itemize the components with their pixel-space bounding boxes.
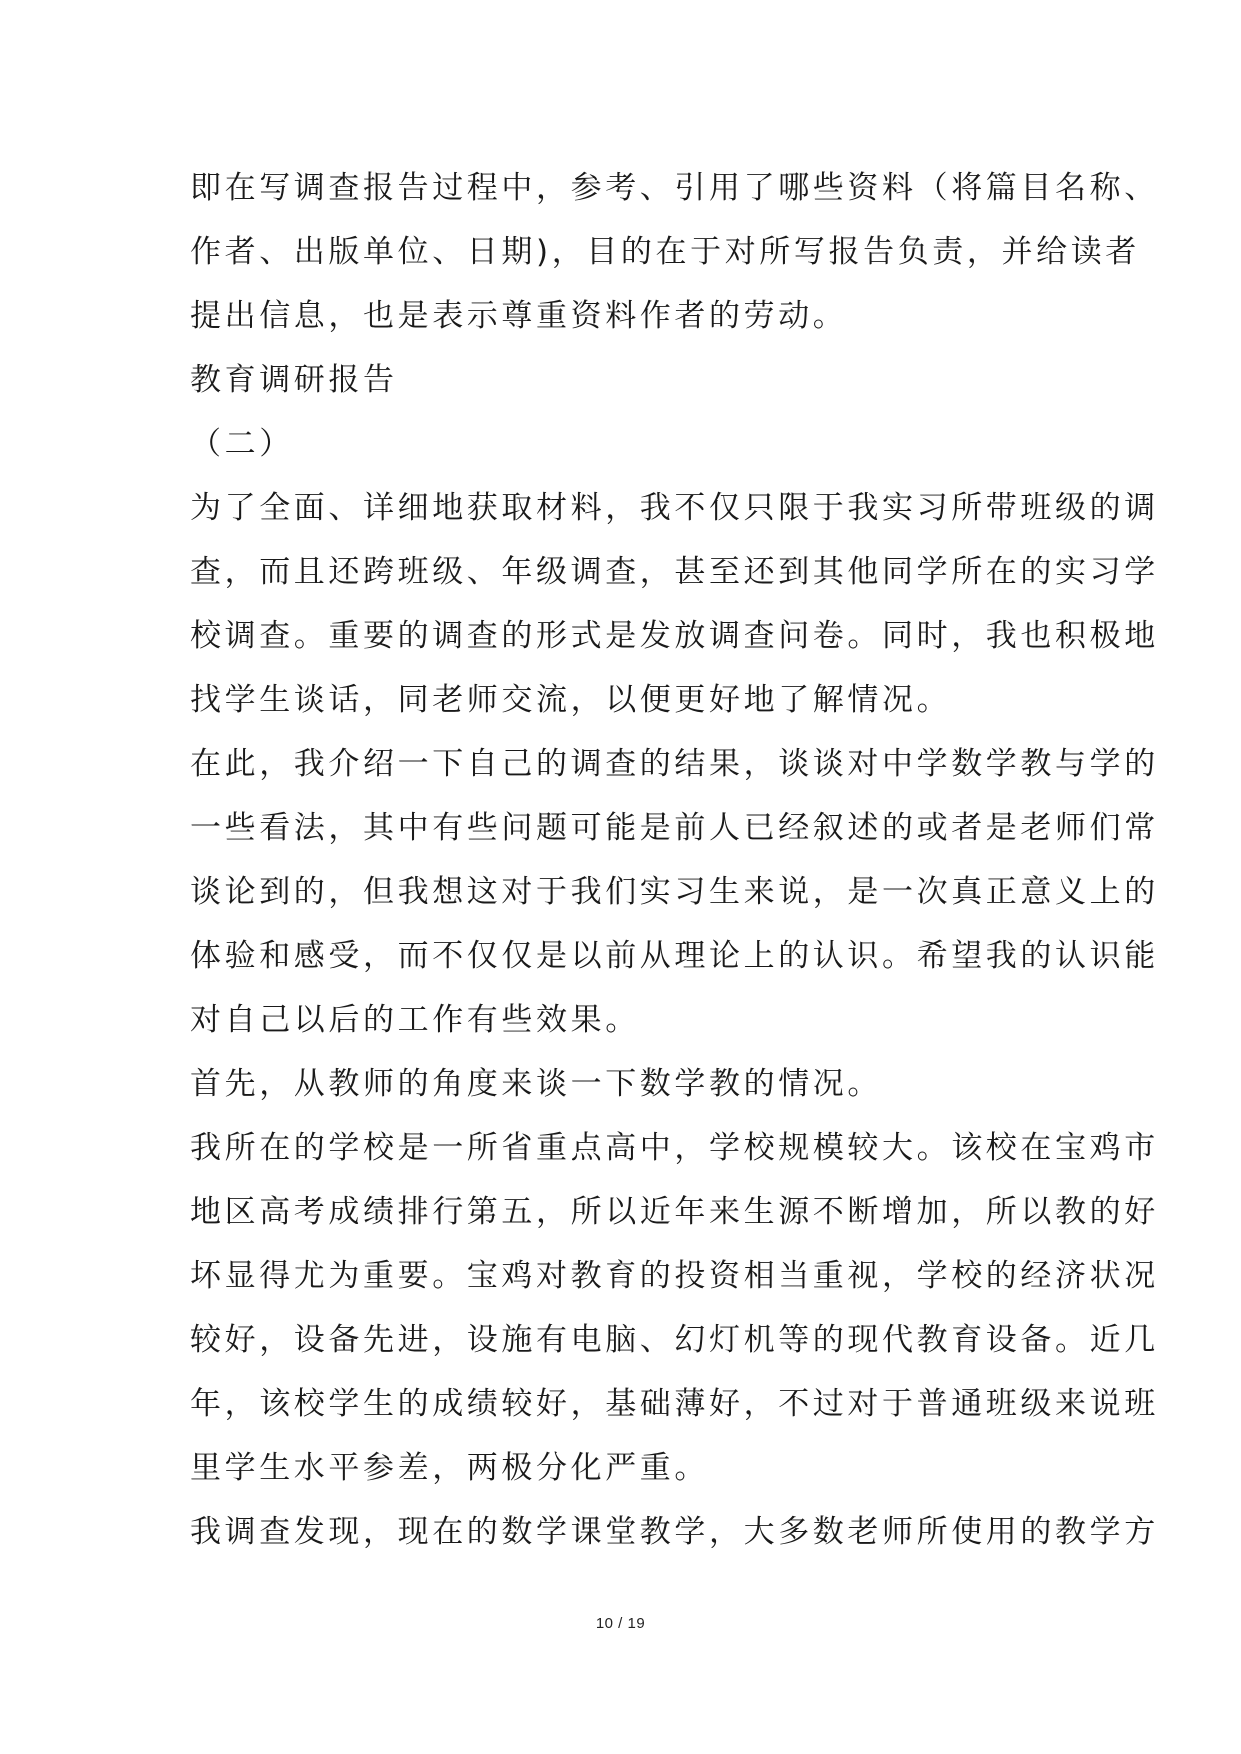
text-line: 谈论到的，但我想这对于我们实习生来说，是一次真正意义上的 [190,874,1159,910]
document-body [190,156,1159,1564]
text-line: 坏显得尤为重要。宝鸡对教育的投资相当重视，学校的经济状况 [190,1258,1159,1294]
section-heading: 教育调研报告 [190,362,398,398]
text-line: 一些看法，其中有些问题可能是前人已经叙述的或者是老师们常 [190,810,1159,846]
text-line: 里学生水平参差，两极分化严重。 [190,1450,709,1486]
text-line: 即在写调查报告过程中，参考、引用了哪些资料（将篇目名称、 [190,170,1159,206]
text-line: 校调查。重要的调查的形式是发放调查问卷。同时，我也积极地 [190,618,1159,654]
text-line: 地区高考成绩排行第五，所以近年来生源不断增加，所以教的好 [190,1194,1159,1230]
section-number: （二） [190,426,294,462]
text-line: 首先，从教师的角度来谈一下数学教的情况。 [190,1066,882,1102]
text-line: 我所在的学校是一所省重点高中，学校规模较大。该校在宝鸡市 [190,1130,1159,1166]
text-line: 体验和感受，而不仅仅是以前从理论上的认识。希望我的认识能 [190,938,1159,974]
text-line: 较好，设备先进，设施有电脑、幻灯机等的现代教育设备。近几 [190,1322,1159,1358]
text-line: 对自己以后的工作有些效果。 [190,1002,640,1038]
page-number: 10 / 19 [595,1615,646,1632]
text-line: 提出信息，也是表示尊重资料作者的劳动。 [190,298,848,334]
text-line: 我调查发现，现在的数学课堂教学，大多数老师所使用的教学方 [190,1514,1159,1550]
text-line: 在此，我介绍一下自己的调查的结果，谈谈对中学数学教与学的 [190,746,1159,782]
text-line: 找学生谈话，同老师交流，以便更好地了解情况。 [190,682,952,718]
text-line: 查，而且还跨班级、年级调查，甚至还到其他同学所在的实习学 [190,554,1159,590]
text-line: 为了全面、详细地获取材料，我不仅只限于我实习所带班级的调 [190,490,1159,526]
text-line: 作者、出版单位、日期)，目的在于对所写报告负责，并给读者 [190,234,1140,270]
text-line: 年，该校学生的成绩较好，基础薄好，不过对于普通班级来说班 [190,1386,1159,1422]
